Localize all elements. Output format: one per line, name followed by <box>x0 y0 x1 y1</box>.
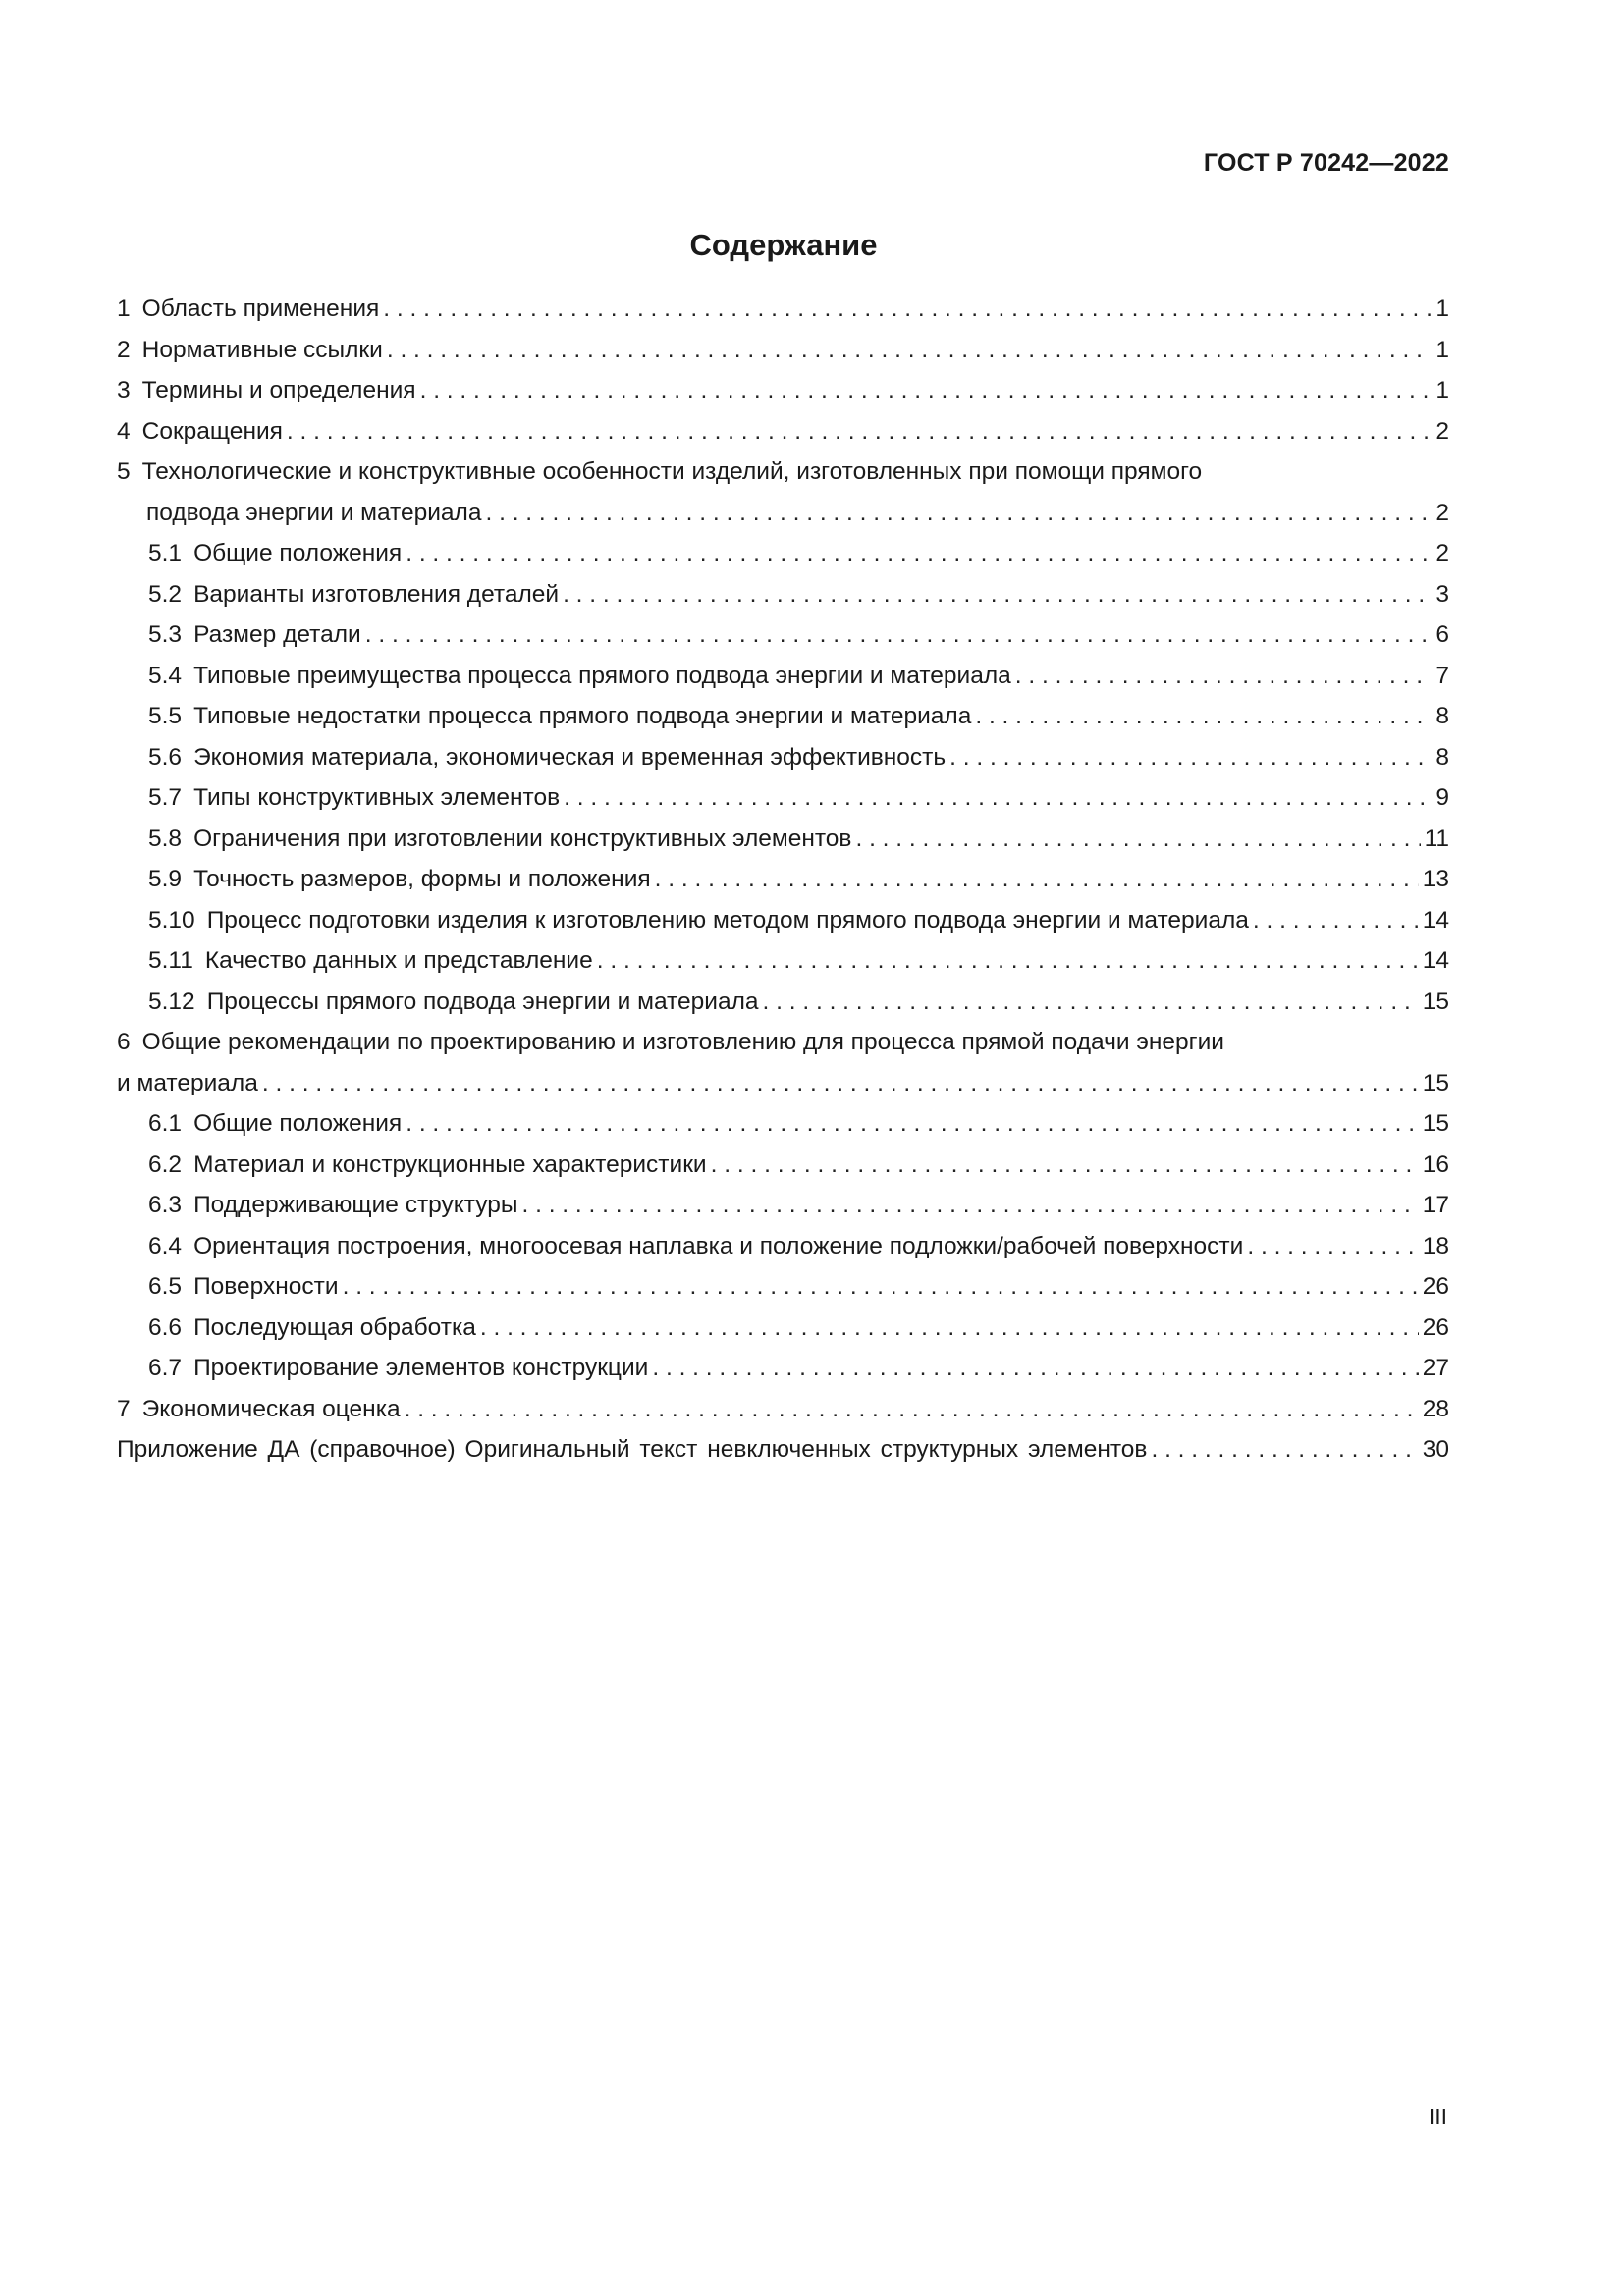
toc-entry-6-2[interactable] <box>117 1145 1449 1186</box>
toc-entry-6[interactable] <box>117 1022 1449 1103</box>
toc-entry-number: 1 <box>117 295 131 322</box>
toc-entry-number: 5.11 <box>148 947 193 974</box>
dot-leader <box>1015 656 1433 697</box>
toc-entry-5-10[interactable] <box>117 900 1449 941</box>
toc-entry-page: 2 <box>1435 540 1449 566</box>
toc-entry-number: 5.8 <box>148 825 183 852</box>
toc-entry-page: 3 <box>1435 580 1449 608</box>
toc-entry-page: 16 <box>1422 1150 1449 1178</box>
dot-leader <box>387 330 1433 371</box>
toc-entry-6-6[interactable] <box>117 1308 1449 1349</box>
toc-entry-5-9[interactable] <box>117 859 1449 900</box>
dot-leader <box>262 1063 1419 1104</box>
toc-entry-number: 3 <box>117 377 131 403</box>
dot-leader <box>655 859 1419 900</box>
toc-entry-6-7[interactable] <box>117 1348 1449 1389</box>
toc-entry-title: Экономическая оценка <box>141 1395 401 1422</box>
toc-entry-6-1[interactable] <box>117 1103 1449 1145</box>
toc-entry-5-6[interactable] <box>117 737 1449 778</box>
toc-entry-appendix-da[interactable] <box>117 1429 1449 1470</box>
toc-entry-number: 6.2 <box>148 1150 183 1178</box>
toc-entry-title: Поддерживающие структуры <box>193 1192 518 1218</box>
toc-entry-page: 27 <box>1422 1355 1449 1381</box>
dot-leader <box>763 982 1419 1023</box>
toc-entry-title: Общие положения <box>193 1110 403 1137</box>
toc-entry-number: 5.9 <box>148 866 183 892</box>
toc-entry-title: Нормативные ссылки <box>141 336 383 363</box>
toc-entry-number: 6.3 <box>148 1192 183 1218</box>
toc-entry-6-4[interactable] <box>117 1226 1449 1267</box>
toc-entry-5-1[interactable] <box>117 533 1449 574</box>
toc-entry-page: 2 <box>1435 417 1449 445</box>
dot-leader <box>485 493 1432 534</box>
dot-leader <box>420 370 1433 411</box>
toc-entry-4[interactable] <box>117 411 1449 453</box>
table-of-contents <box>117 289 1449 1470</box>
dot-leader <box>1151 1429 1418 1470</box>
toc-entry-title: Экономия материала, экономическая и временная эффективность <box>193 743 947 771</box>
toc-entry-3[interactable] <box>117 370 1449 411</box>
toc-entry-page: 7 <box>1435 662 1449 689</box>
toc-entry-page: 15 <box>1422 988 1449 1015</box>
toc-entry-number: 5.1 <box>148 540 183 566</box>
toc-entry-page: 18 <box>1422 1232 1449 1259</box>
toc-entry-title: Ограничения при изготовлении конструктивных элементов <box>193 825 852 852</box>
document-id: ГОСТ Р 70242—2022 <box>1203 149 1449 177</box>
toc-entry-2[interactable] <box>117 330 1449 371</box>
dot-leader <box>711 1145 1419 1186</box>
toc-entry-number: 5.10 <box>148 906 195 934</box>
dot-leader <box>1247 1226 1418 1267</box>
toc-entry-title: Общие рекомендации по проектированию и изготовлению для процесса прямой подачи энергии <box>141 1029 1224 1055</box>
toc-entry-5-7[interactable] <box>117 777 1449 819</box>
toc-entry-title: Варианты изготовления деталей <box>193 580 560 608</box>
toc-entry-title: Последующая обработка <box>193 1313 476 1341</box>
toc-entry-title: Качество данных и представление <box>204 947 593 974</box>
toc-entry-number: 6.1 <box>148 1110 183 1137</box>
toc-entry-title: Технологические и конструктивные особенности изделий, изготовленных при помощи прямого <box>141 458 1203 485</box>
dot-leader <box>343 1266 1419 1308</box>
toc-entry-title-continuation: и материала <box>117 1069 258 1096</box>
toc-entry-page: 14 <box>1422 947 1449 974</box>
toc-entry-number: 5 <box>117 458 131 485</box>
page-title: Содержание <box>689 228 878 262</box>
toc-entry-title: Приложение ДА (справочное) Оригинальный текст невключенных структурных элементов <box>117 1436 1148 1463</box>
toc-entry-page: 1 <box>1435 377 1449 403</box>
toc-entry-number: 6.7 <box>148 1355 183 1381</box>
toc-entry-number: 5.2 <box>148 580 183 608</box>
dot-leader <box>365 614 1433 656</box>
toc-entry-1[interactable] <box>117 289 1449 330</box>
dot-leader <box>287 411 1432 453</box>
toc-entry-page: 15 <box>1422 1069 1449 1096</box>
toc-entry-title: Проектирование элементов конструкции <box>193 1355 649 1381</box>
toc-entry-page: 28 <box>1422 1395 1449 1422</box>
toc-entry-number: 5.5 <box>148 703 183 729</box>
toc-entry-page: 14 <box>1422 906 1449 934</box>
toc-entry-title: Типовые недостатки процесса прямого подвода энергии и материала <box>193 703 972 729</box>
toc-entry-number: 6.6 <box>148 1313 183 1341</box>
dot-leader <box>406 1103 1419 1145</box>
toc-entry-title: Типы конструктивных элементов <box>193 784 561 811</box>
toc-entry-title: Процесс подготовки изделия к изготовлению методом прямого подвода энергии и материала <box>206 906 1249 934</box>
dot-leader <box>1253 900 1419 941</box>
toc-entry-page: 6 <box>1435 621 1449 648</box>
toc-entry-title: Общие положения <box>193 540 403 566</box>
toc-entry-number: 5.6 <box>148 743 183 771</box>
toc-entry-number: 6 <box>117 1029 131 1055</box>
toc-entry-title: Точность размеров, формы и положения <box>193 866 651 892</box>
toc-entry-number: 5.3 <box>148 621 183 648</box>
dot-leader <box>564 777 1432 819</box>
dot-leader <box>383 289 1432 330</box>
toc-entry-page: 15 <box>1422 1110 1449 1137</box>
toc-entry-page: 9 <box>1435 784 1449 811</box>
toc-entry-number: 4 <box>117 417 131 445</box>
dot-leader <box>975 696 1432 737</box>
toc-entry-title: Сокращения <box>141 417 283 445</box>
toc-entry-page: 11 <box>1424 825 1449 852</box>
toc-entry-page: 26 <box>1422 1273 1449 1300</box>
toc-entry-page: 30 <box>1422 1436 1449 1463</box>
dot-leader <box>563 574 1432 615</box>
toc-entry-page: 8 <box>1435 743 1449 771</box>
page-number: III <box>1428 2104 1447 2129</box>
dot-leader <box>652 1348 1418 1389</box>
dot-leader <box>855 819 1420 860</box>
dot-leader <box>521 1185 1418 1226</box>
toc-entry-6-3[interactable] <box>117 1185 1449 1226</box>
toc-entry-5-3[interactable] <box>117 614 1449 656</box>
toc-entry-5[interactable] <box>117 452 1449 533</box>
toc-entry-title: Ориентация построения, многоосевая наплавка и положение подложки/рабочей поверхности <box>193 1232 1244 1259</box>
toc-entry-number: 2 <box>117 336 131 363</box>
toc-entry-number: 6.4 <box>148 1232 183 1259</box>
toc-entry-5-2[interactable] <box>117 574 1449 615</box>
toc-entry-5-5[interactable] <box>117 696 1449 737</box>
toc-entry-number: 7 <box>117 1395 131 1422</box>
toc-entry-number: 5.7 <box>148 784 183 811</box>
dot-leader <box>405 1389 1419 1430</box>
toc-entry-title-continuation: подвода энергии и материала <box>146 499 482 526</box>
toc-entry-6-5[interactable] <box>117 1266 1449 1308</box>
dot-leader <box>949 737 1432 778</box>
toc-entry-5-4[interactable] <box>117 656 1449 697</box>
toc-entry-page: 2 <box>1435 499 1449 526</box>
toc-entry-5-8[interactable] <box>117 819 1449 860</box>
toc-entry-number: 6.5 <box>148 1273 183 1300</box>
toc-entry-5-11[interactable] <box>117 940 1449 982</box>
toc-entry-title: Область применения <box>141 295 380 322</box>
toc-entry-title: Процессы прямого подвода энергии и материала <box>206 988 759 1015</box>
toc-entry-title: Поверхности <box>193 1273 339 1300</box>
dot-leader <box>480 1308 1419 1349</box>
toc-entry-title: Материал и конструкционные характеристики <box>193 1150 707 1178</box>
toc-entry-page: 26 <box>1422 1313 1449 1341</box>
toc-entry-5-12[interactable] <box>117 982 1449 1023</box>
toc-entry-page: 1 <box>1435 336 1449 363</box>
toc-entry-title: Размер детали <box>193 621 361 648</box>
toc-entry-page: 13 <box>1422 866 1449 892</box>
toc-entry-7[interactable] <box>117 1389 1449 1430</box>
dot-leader <box>597 940 1419 982</box>
toc-entry-number: 5.12 <box>148 988 195 1015</box>
toc-entry-page: 8 <box>1435 703 1449 729</box>
toc-entry-page: 1 <box>1435 295 1449 322</box>
toc-entry-page: 17 <box>1422 1192 1449 1218</box>
toc-entry-title: Типовые преимущества процесса прямого подвода энергии и материала <box>193 662 1011 689</box>
toc-entry-title: Термины и определения <box>141 377 416 403</box>
dot-leader <box>406 533 1432 574</box>
toc-entry-number: 5.4 <box>148 662 183 689</box>
